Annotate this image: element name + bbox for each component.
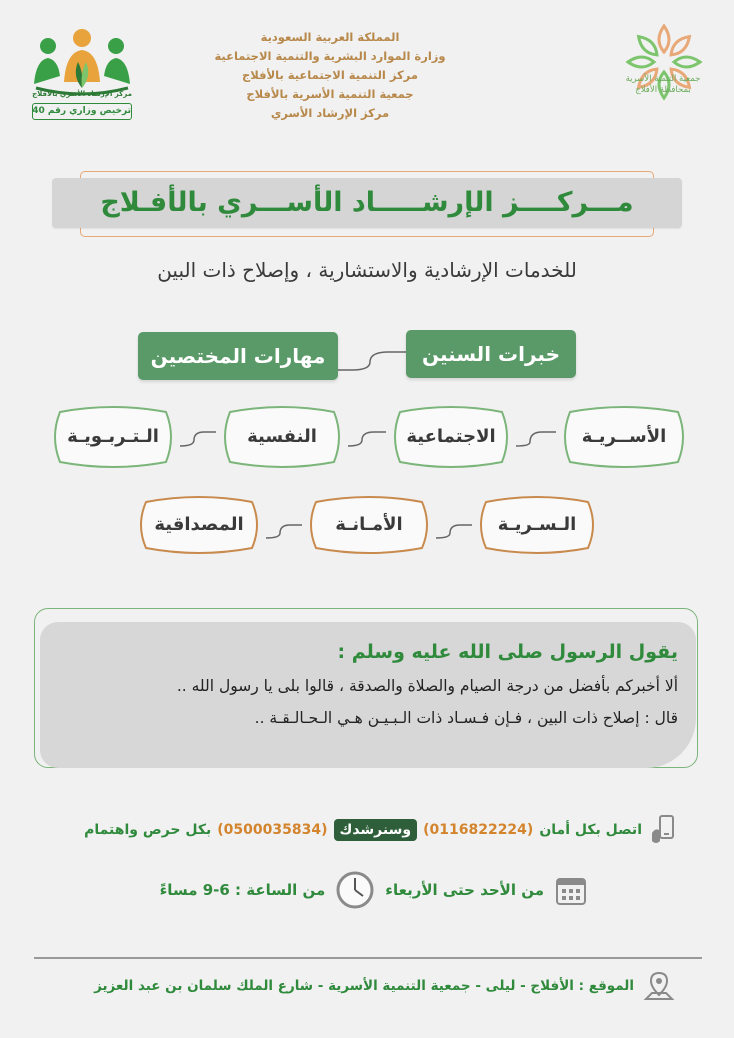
hadith-line: قال : إصلاح ذات البين ، فـإن فـسـاد ذات الـبـيـن هـي الـحـالـقـة .. xyxy=(254,709,678,727)
contact-suffix: بكل حرص واهتمام xyxy=(84,822,212,838)
location-row xyxy=(94,968,676,1004)
contact-prefix: اتصل بكل أمان xyxy=(539,822,642,838)
skill-educational xyxy=(46,404,180,470)
phone-landline[interactable]: (0116822224) xyxy=(423,822,534,838)
hadith-line: ألا أخبركم بأفضل من درجة الصيام والصلاة والصدقة ، قالوا بلى يا رسول الله .. xyxy=(176,677,678,695)
footer-divider xyxy=(34,957,702,959)
clock-icon xyxy=(335,870,375,910)
skill-label: المصداقية xyxy=(154,514,244,535)
guidance-chip: وسنرشدك xyxy=(334,819,418,841)
header-line: المملكة العربية السعودية xyxy=(260,30,400,44)
header-line: جمعية التنمية الأسرية بالأفلاج xyxy=(246,87,414,101)
skill-social xyxy=(386,404,516,470)
page-title: مـــركــــز الإرشـــــاد الأســـري بالأفـلاج xyxy=(52,178,682,228)
hours-time: من الساعة : 6-9 مساءً xyxy=(159,881,326,899)
header-line: مركز الإرشاد الأسري xyxy=(270,106,390,120)
skill-credibility xyxy=(132,494,266,556)
hours-row xyxy=(160,868,588,912)
contact-row xyxy=(84,812,682,848)
skill-psychological xyxy=(216,404,348,470)
hadith-box xyxy=(40,622,696,768)
skill-label: الـتـربـويـة xyxy=(67,426,159,447)
skill-confidentiality xyxy=(472,494,602,556)
phone-hand-icon xyxy=(648,813,682,847)
skill-label: الـسـريـة xyxy=(497,514,577,535)
skill-family xyxy=(556,404,692,470)
skill-label: الأســريـة xyxy=(581,426,667,447)
hours-days: من الأحد حتى الأربعاء xyxy=(385,881,544,899)
skill-honesty xyxy=(302,494,436,556)
map-pin-icon xyxy=(642,969,676,1003)
license-badge: ترخيص وزاري رقم 40 xyxy=(32,103,132,120)
experience-pill: خبرات السنين xyxy=(406,330,576,378)
calendar-icon xyxy=(554,873,588,907)
header-line: وزارة الموارد البشرية والتنمية الاجتماعية xyxy=(214,49,446,63)
location-text: الموقع : الأفلاج - ليلى - جمعية التنمية الأسرية - شارع الملك سلمان بن عبد العزيز xyxy=(94,978,634,994)
skills-pill: مهارات المختصين xyxy=(138,332,338,380)
page-subtitle: للخدمات الإرشادية والاستشارية ، وإصلاح ذات البين xyxy=(157,258,577,282)
phone-mobile[interactable]: (0500035834) xyxy=(217,822,328,838)
left-logo-caption: مركز الإرشاد الأسري بالأفلاج xyxy=(32,90,132,98)
skill-label: الاجتماعية xyxy=(406,426,496,447)
right-logo-caption-line2: بمحافظة الأفلاج xyxy=(635,85,691,95)
right-logo-caption-line1: جمعية التنمية الأسرية xyxy=(625,74,701,84)
skill-label: الأمـانـة xyxy=(335,514,403,535)
hadith-heading: يقول الرسول صلى الله عليه وسلم : xyxy=(337,641,678,663)
header-line: مركز التنمية الاجتماعية بالأفلاج xyxy=(242,68,418,82)
skill-label: النفسية xyxy=(247,426,317,447)
